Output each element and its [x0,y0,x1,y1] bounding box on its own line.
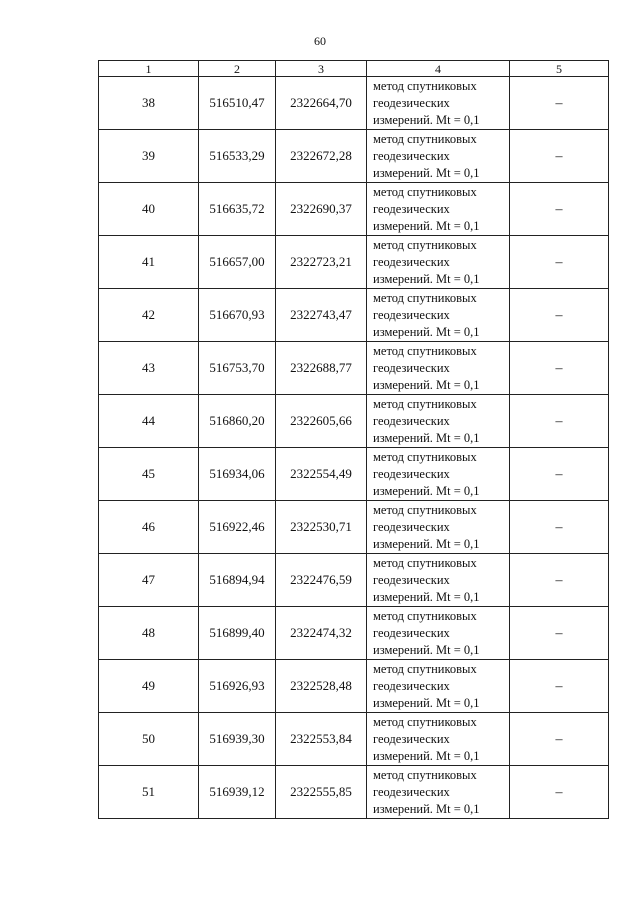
method-text-line: измерений. Mt = 0,1 [373,271,480,286]
coordinates-table [98,60,609,819]
point-number-cell: 40 [99,183,199,236]
point-number-cell: 44 [99,395,199,448]
point-number-cell: 41 [99,236,199,289]
note-cell [510,289,609,342]
method-cell [367,77,510,130]
method-text-line: измерений. Mt = 0,1 [373,165,480,180]
note-dash: – [555,95,563,111]
method-cell [367,183,510,236]
y-coordinate-cell: 2322723,21 [276,236,367,289]
method-text-line: метод спутниковых [373,502,477,517]
method-cell [367,130,510,183]
x-coordinate-cell: 516926,93 [199,660,276,713]
method-text-line: геодезических [373,95,450,110]
header-col-2: 2 [199,61,276,77]
table-row [99,342,609,395]
table-row [99,236,609,289]
method-text-line: геодезических [373,678,450,693]
method-text-line: геодезических [373,201,450,216]
note-dash: – [555,201,563,217]
point-number-cell: 43 [99,342,199,395]
y-coordinate-cell: 2322474,32 [276,607,367,660]
method-text-line: измерений. Mt = 0,1 [373,112,480,127]
table-body [99,77,609,819]
method-text-line: геодезических [373,466,450,481]
y-coordinate-cell: 2322664,70 [276,77,367,130]
x-coordinate-cell: 516753,70 [199,342,276,395]
point-number-cell: 39 [99,130,199,183]
method-cell [367,289,510,342]
method-text-line: геодезических [373,784,450,799]
table-row [99,183,609,236]
note-dash: – [555,148,563,164]
header-col-5: 5 [510,61,609,77]
x-coordinate-cell: 516894,94 [199,554,276,607]
y-coordinate-cell: 2322528,48 [276,660,367,713]
method-text-line: метод спутниковых [373,767,477,782]
method-text-line: геодезических [373,148,450,163]
method-text-line: измерений. Mt = 0,1 [373,748,480,763]
x-coordinate-cell: 516533,29 [199,130,276,183]
header-col-4: 4 [367,61,510,77]
method-text-line: геодезических [373,254,450,269]
note-cell [510,342,609,395]
method-text-line: метод спутниковых [373,449,477,464]
method-text-line: метод спутниковых [373,343,477,358]
method-cell [367,448,510,501]
note-cell [510,395,609,448]
header-col-1: 1 [99,61,199,77]
table-row [99,766,609,819]
method-text-line: метод спутниковых [373,608,477,623]
note-dash: – [555,625,563,641]
y-coordinate-cell: 2322555,85 [276,766,367,819]
y-coordinate-cell: 2322743,47 [276,289,367,342]
x-coordinate-cell: 516939,12 [199,766,276,819]
method-text-line: измерений. Mt = 0,1 [373,324,480,339]
method-cell [367,766,510,819]
method-text-line: измерений. Mt = 0,1 [373,695,480,710]
note-cell [510,236,609,289]
method-text-line: геодезических [373,360,450,375]
note-dash: – [555,572,563,588]
header-row [99,61,609,77]
note-dash: – [555,307,563,323]
header-col-3: 3 [276,61,367,77]
note-cell [510,607,609,660]
note-dash: – [555,519,563,535]
method-text-line: измерений. Mt = 0,1 [373,483,480,498]
table-row [99,77,609,130]
point-number-cell: 49 [99,660,199,713]
note-cell [510,766,609,819]
x-coordinate-cell: 516860,20 [199,395,276,448]
method-cell [367,713,510,766]
method-text-line: измерений. Mt = 0,1 [373,430,480,445]
method-text-line: геодезических [373,519,450,534]
note-dash: – [555,254,563,270]
method-text-line: геодезических [373,413,450,428]
point-number-cell: 45 [99,448,199,501]
method-cell [367,554,510,607]
method-text-line: метод спутниковых [373,290,477,305]
note-cell [510,713,609,766]
method-cell [367,501,510,554]
table-row [99,130,609,183]
y-coordinate-cell: 2322672,28 [276,130,367,183]
method-text-line: геодезических [373,572,450,587]
note-dash: – [555,466,563,482]
table-row [99,554,609,607]
method-text-line: метод спутниковых [373,237,477,252]
note-cell [510,501,609,554]
point-number-cell: 42 [99,289,199,342]
method-cell [367,660,510,713]
x-coordinate-cell: 516670,93 [199,289,276,342]
page-number: 60 [314,34,326,48]
x-coordinate-cell: 516657,00 [199,236,276,289]
method-text-line: измерений. Mt = 0,1 [373,642,480,657]
note-dash: – [555,784,563,800]
y-coordinate-cell: 2322688,77 [276,342,367,395]
method-cell [367,607,510,660]
method-text-line: метод спутниковых [373,714,477,729]
point-number-cell: 38 [99,77,199,130]
note-cell [510,130,609,183]
point-number-cell: 47 [99,554,199,607]
y-coordinate-cell: 2322605,66 [276,395,367,448]
method-text-line: измерений. Mt = 0,1 [373,377,480,392]
method-cell [367,395,510,448]
table-row [99,660,609,713]
y-coordinate-cell: 2322476,59 [276,554,367,607]
point-number-cell: 51 [99,766,199,819]
method-text-line: метод спутниковых [373,555,477,570]
x-coordinate-cell: 516922,46 [199,501,276,554]
table-row [99,395,609,448]
x-coordinate-cell: 516510,47 [199,77,276,130]
table-header [99,61,609,77]
note-dash: – [555,413,563,429]
table-row [99,448,609,501]
method-text-line: геодезических [373,307,450,322]
method-text-line: геодезических [373,731,450,746]
y-coordinate-cell: 2322530,71 [276,501,367,554]
note-dash: – [555,678,563,694]
point-number-cell: 46 [99,501,199,554]
note-cell [510,554,609,607]
table-row [99,713,609,766]
note-dash: – [555,731,563,747]
x-coordinate-cell: 516635,72 [199,183,276,236]
note-cell [510,77,609,130]
method-text-line: метод спутниковых [373,131,477,146]
table-row [99,289,609,342]
note-cell [510,183,609,236]
method-text-line: метод спутниковых [373,184,477,199]
x-coordinate-cell: 516934,06 [199,448,276,501]
y-coordinate-cell: 2322690,37 [276,183,367,236]
method-cell [367,342,510,395]
table-row [99,501,609,554]
method-text-line: метод спутниковых [373,661,477,676]
y-coordinate-cell: 2322554,49 [276,448,367,501]
note-cell [510,448,609,501]
y-coordinate-cell: 2322553,84 [276,713,367,766]
method-text-line: измерений. Mt = 0,1 [373,218,480,233]
x-coordinate-cell: 516899,40 [199,607,276,660]
table-row [99,607,609,660]
method-cell [367,236,510,289]
method-text-line: измерений. Mt = 0,1 [373,589,480,604]
method-text-line: метод спутниковых [373,78,477,93]
method-text-line: измерений. Mt = 0,1 [373,801,480,816]
note-cell [510,660,609,713]
note-dash: – [555,360,563,376]
x-coordinate-cell: 516939,30 [199,713,276,766]
point-number-cell: 50 [99,713,199,766]
method-text-line: измерений. Mt = 0,1 [373,536,480,551]
method-text-line: геодезических [373,625,450,640]
method-text-line: метод спутниковых [373,396,477,411]
point-number-cell: 48 [99,607,199,660]
